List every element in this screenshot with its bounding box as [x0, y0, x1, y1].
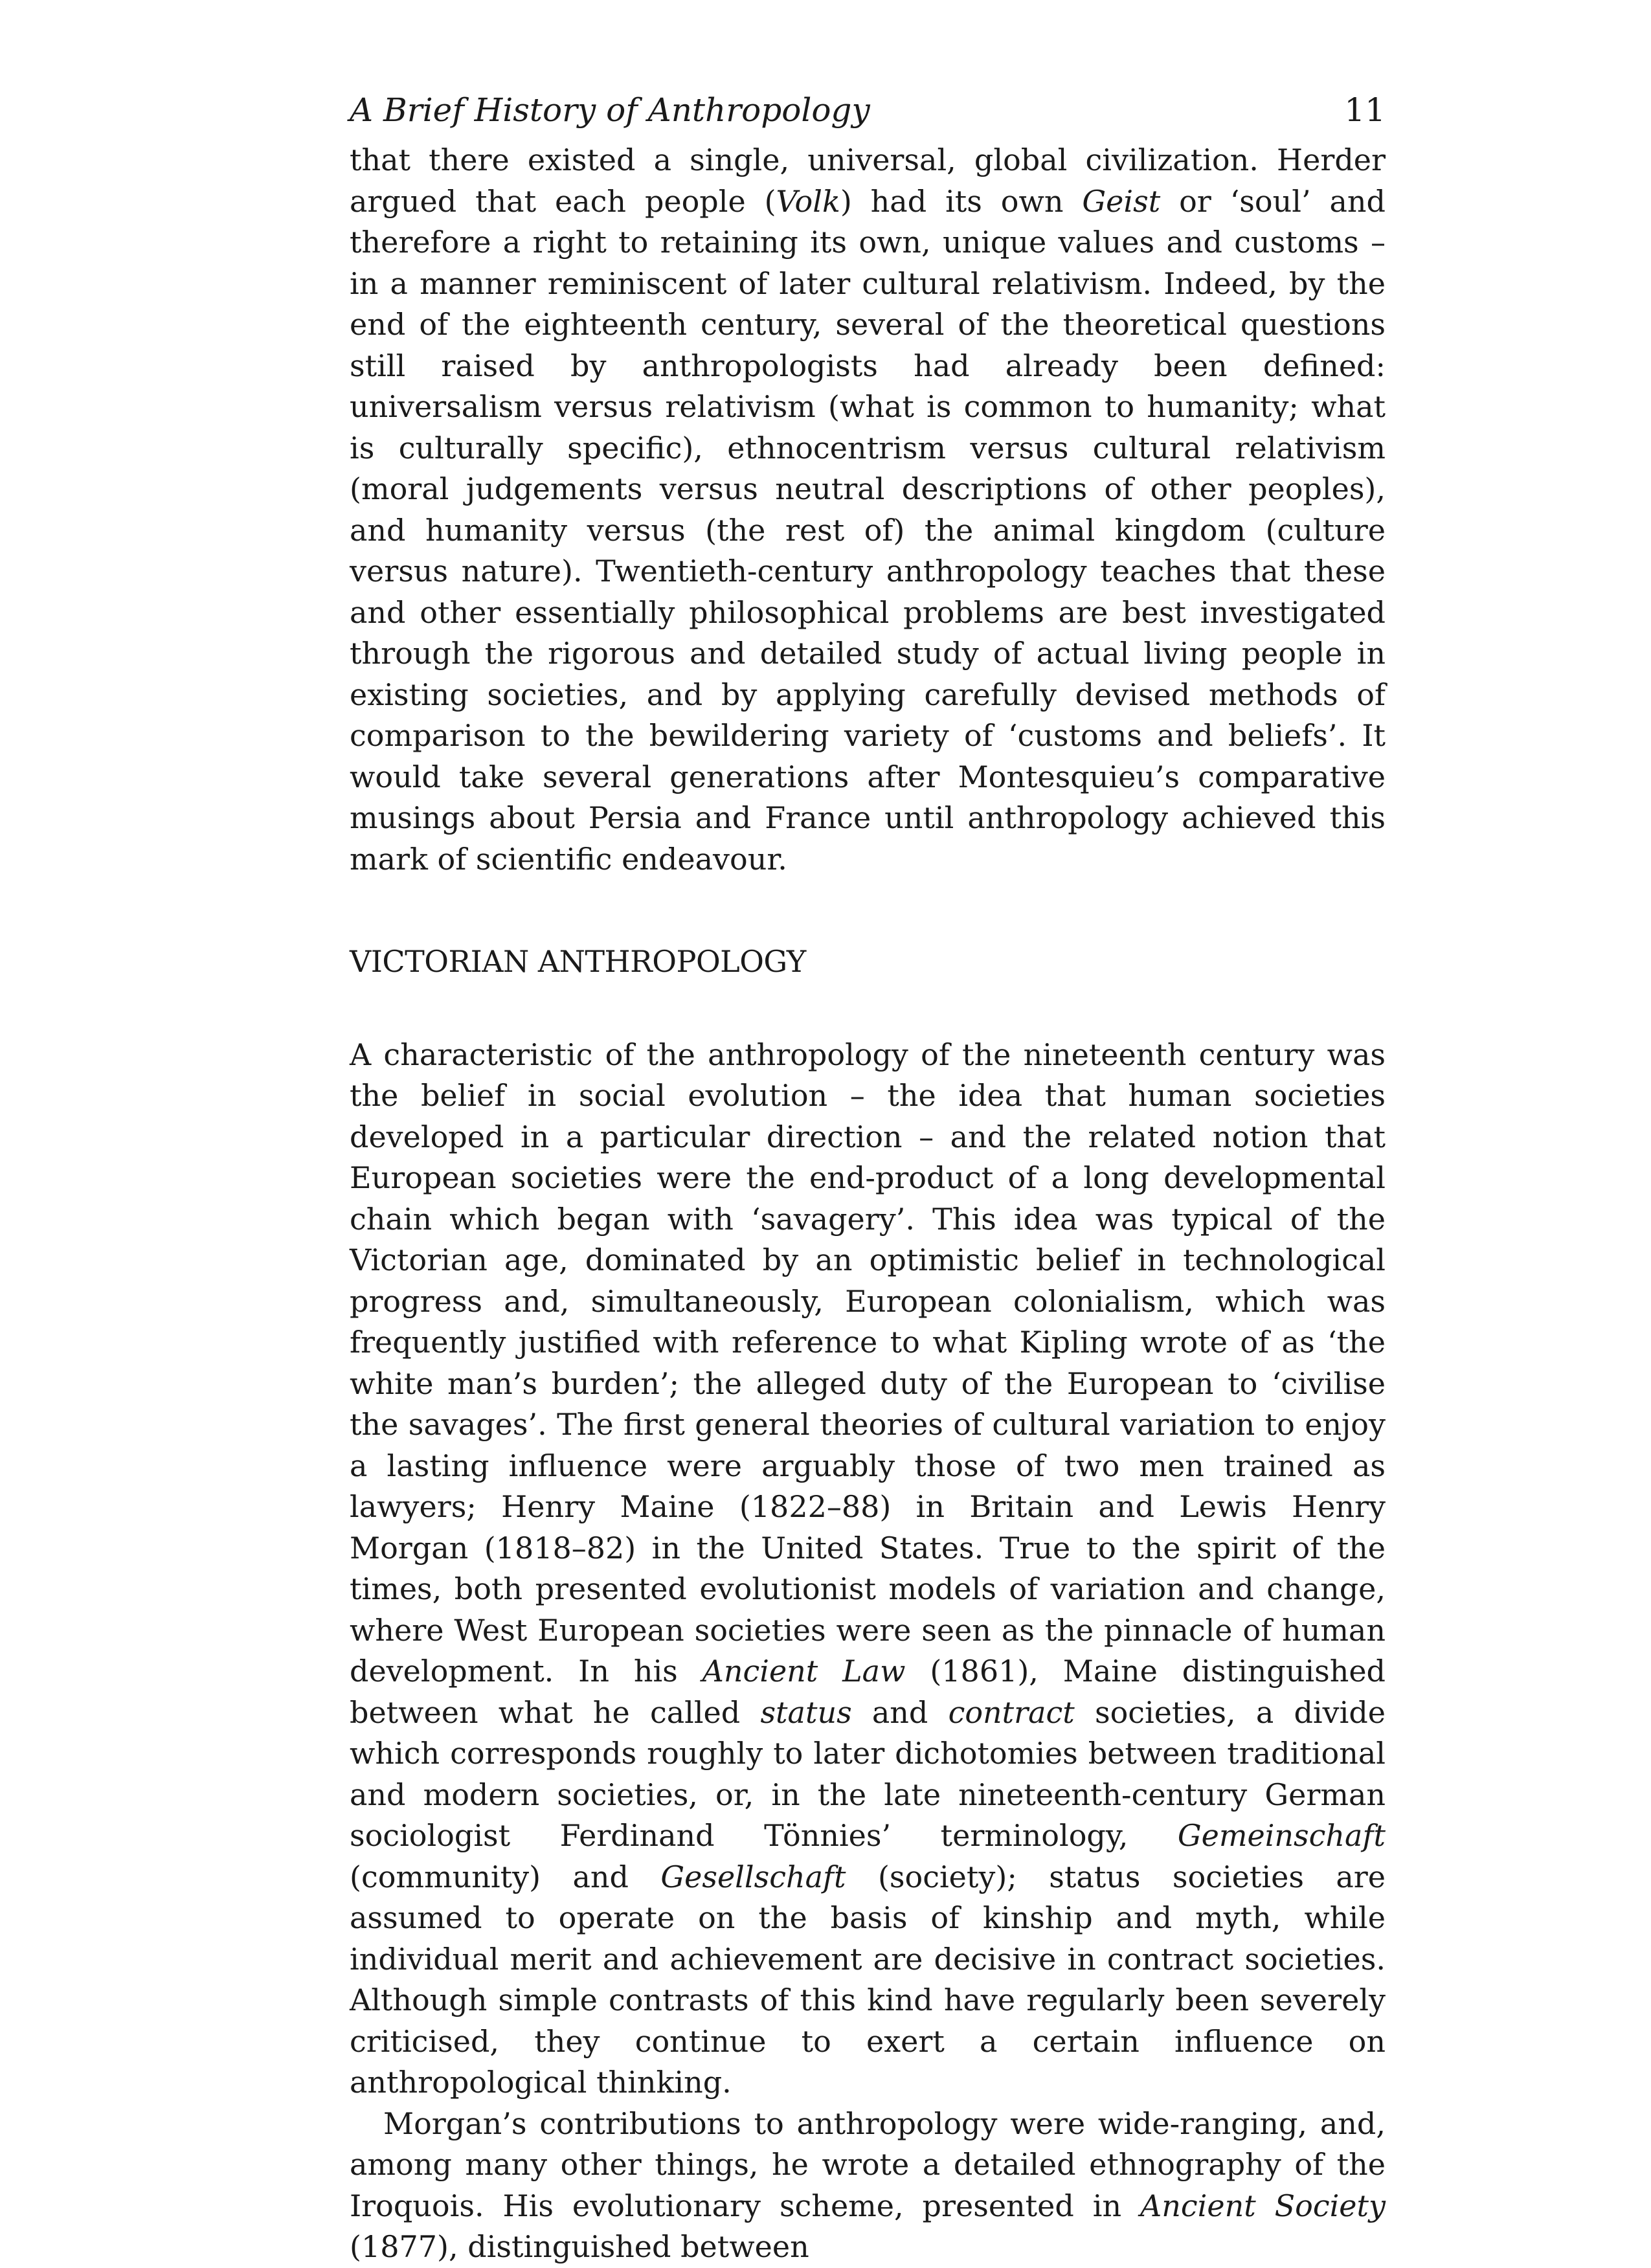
italic-term: Volk: [776, 183, 840, 219]
book-page: [350, 84, 1386, 2268]
paragraph: that there existed a single, universal, global civilization. Herder argued that each people (Volk) had its own Geist or ‘soul’ and therefore a right to retaining its own, unique values and customs – in a manner reminiscent of later cultural relativism. Indeed, by the end of the eighteenth century, several of the theoretical questions still raised by anthropologists had already been defined: universalism versus relativism (what is common to humanity; what is culturally specific), ethnocentrism versus cultural relativism (moral judgements versus neutral descriptions of other peoples), and humanity versus (the rest of) the animal kingdom (culture versus nature). Twentieth-century anthropology teaches that these and other essentially philosophical problems are best investigated through the rigorous and detailed study of actual living people in existing societies, and by applying carefully devised methods of comparison to the bewildering variety of ‘customs and beliefs’. It would take several generations after Montesquieu’s comparative musings about Persia and France until anthropology achieved this mark of scientific endeavour.: [350, 142, 1386, 877]
italic-term: Geist: [1082, 183, 1161, 219]
italic-term: Ancient Society: [1140, 2188, 1386, 2223]
body-text: [350, 140, 1386, 2268]
paragraph: Morgan’s contributions to anthropology were wide-ranging, and, among many other things, he wrote a detailed ethnography of the Iroquois. His evolutionary scheme, presented in Ancient Society (1877), distinguished between: [350, 2105, 1386, 2264]
paragraph: A characteristic of the anthropology of the nineteenth century was the belief in social evolution – the idea that human societies developed in a particular direction – and the related notion that European societies were the end-product of a long developmental chain which began with ‘savagery’. This idea was typical of the Victorian age, dominated by an optimistic belief in technological progress and, simultaneously, European colonialism, which was frequently justified with reference to what Kipling wrote of as ‘the white man’s burden’; the alleged duty of the European to ‘civilise the savages’. The first general theories of cultural variation to enjoy a lasting influence were arguably those of two men trained as lawyers; Henry Maine (1822–88) in Britain and Lewis Henry Morgan (1818–82) in the United States. True to the spirit of the times, both presented evolutionist models of variation and change, where West European societies were seen as the pinnacle of human development. In his Ancient Law (1861), Maine distinguished between what he called status and contract societies, a divide which corresponds roughly to later dichotomies between traditional and modern societies, or, in the late nineteenth-century German sociologist Ferdinand Tönnies’ terminology, Gemeinschaft (community) and Gesellschaft (society); status societies are assumed to operate on the basis of kinship and myth, while individual merit and achievement are decisive in contract societies. Although simple contrasts of this kind have regularly been severely criticised, they continue to exert a certain influence on anthropological thinking.: [350, 1037, 1386, 2100]
running-head: [350, 84, 1386, 136]
page-number: 11: [1344, 91, 1386, 129]
italic-term: Gemeinschaft: [1177, 1818, 1386, 1853]
running-head-title: A Brief History of Anthropology: [350, 91, 870, 129]
italic-term: status: [760, 1694, 852, 1730]
section-heading: VICTORIAN ANTHROPOLOGY: [350, 944, 806, 979]
italic-term: Ancient Law: [702, 1654, 906, 1689]
italic-term: Gesellschaft: [660, 1859, 846, 1894]
italic-term: contract: [948, 1694, 1075, 1730]
